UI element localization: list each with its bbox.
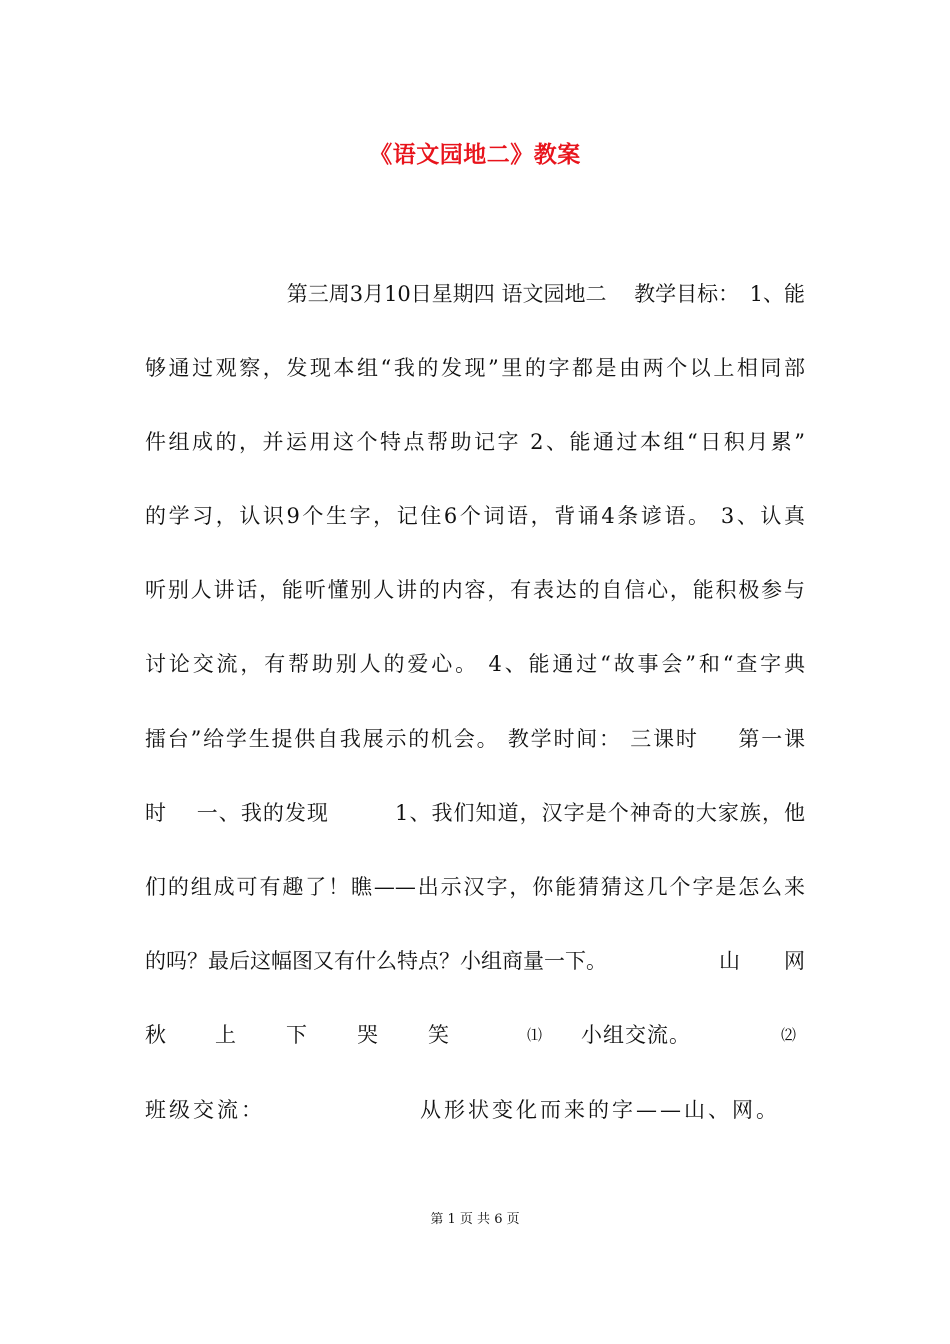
body-line-11 <box>145 1017 805 1053</box>
body-line-8: 时 一、我的发现 1、我们知道，汉字是个神奇的大家族，他 <box>145 801 805 825</box>
class-exchange-label: 班级交流： <box>145 1098 265 1122</box>
body-line-7: 擂台”给学生提供自我展示的机会。 教学时间： 三课时 第一课 <box>145 727 805 751</box>
body-line-6: 讨论交流，有帮助别人的爱心。 4、能通过“故事会”和“查字典 <box>145 652 805 676</box>
body-line-10-text: 的吗？最后这幅图又有什么特点？小组商量一下。 <box>145 949 607 973</box>
body-line-5: 听别人讲话，能听懂别人讲的内容，有表达的自信心，能积极参与 <box>145 578 805 602</box>
body-line-3: 件组成的，并运用这个特点帮助记字 2、能通过本组“日积月累” <box>145 430 805 454</box>
step-1-text: 小组交流。 <box>581 1023 691 1047</box>
char-shang: 上 <box>215 1023 236 1047</box>
char-ku: 哭 <box>357 1023 378 1047</box>
step-2-number: ⑵ <box>781 1026 797 1044</box>
char-xiao: 笑 <box>428 1023 449 1047</box>
body-line-9: 们的组成可有趣了！瞧——出示汉字，你能猜猜这几个字是怎么来 <box>145 875 805 899</box>
char-qiu: 秋 <box>145 1023 166 1047</box>
page-footer: 第 1 页 共 6 页 <box>430 1212 520 1227</box>
class-exchange-text: 从形状变化而来的字——山、网。 <box>420 1098 780 1122</box>
char-xia: 下 <box>286 1023 307 1047</box>
body-line-2: 够通过观察，发现本组“我的发现”里的字都是由两个以上相同部 <box>145 356 805 380</box>
body-line-4: 的学习，认识9个生字，记住6个词语，背诵4条谚语。 3、认真 <box>145 504 805 528</box>
step-1-number: ⑴ <box>527 1026 543 1044</box>
body-line-10 <box>145 943 805 979</box>
body-line-1: 第三周3月10日星期四 语文园地二 教学目标： 1、能 <box>286 282 805 306</box>
char-shan: 山 <box>719 949 740 973</box>
body-line-12 <box>145 1092 805 1128</box>
char-wang: 网 <box>784 949 805 973</box>
document-title: 《语文园地二》教案 <box>369 141 581 168</box>
